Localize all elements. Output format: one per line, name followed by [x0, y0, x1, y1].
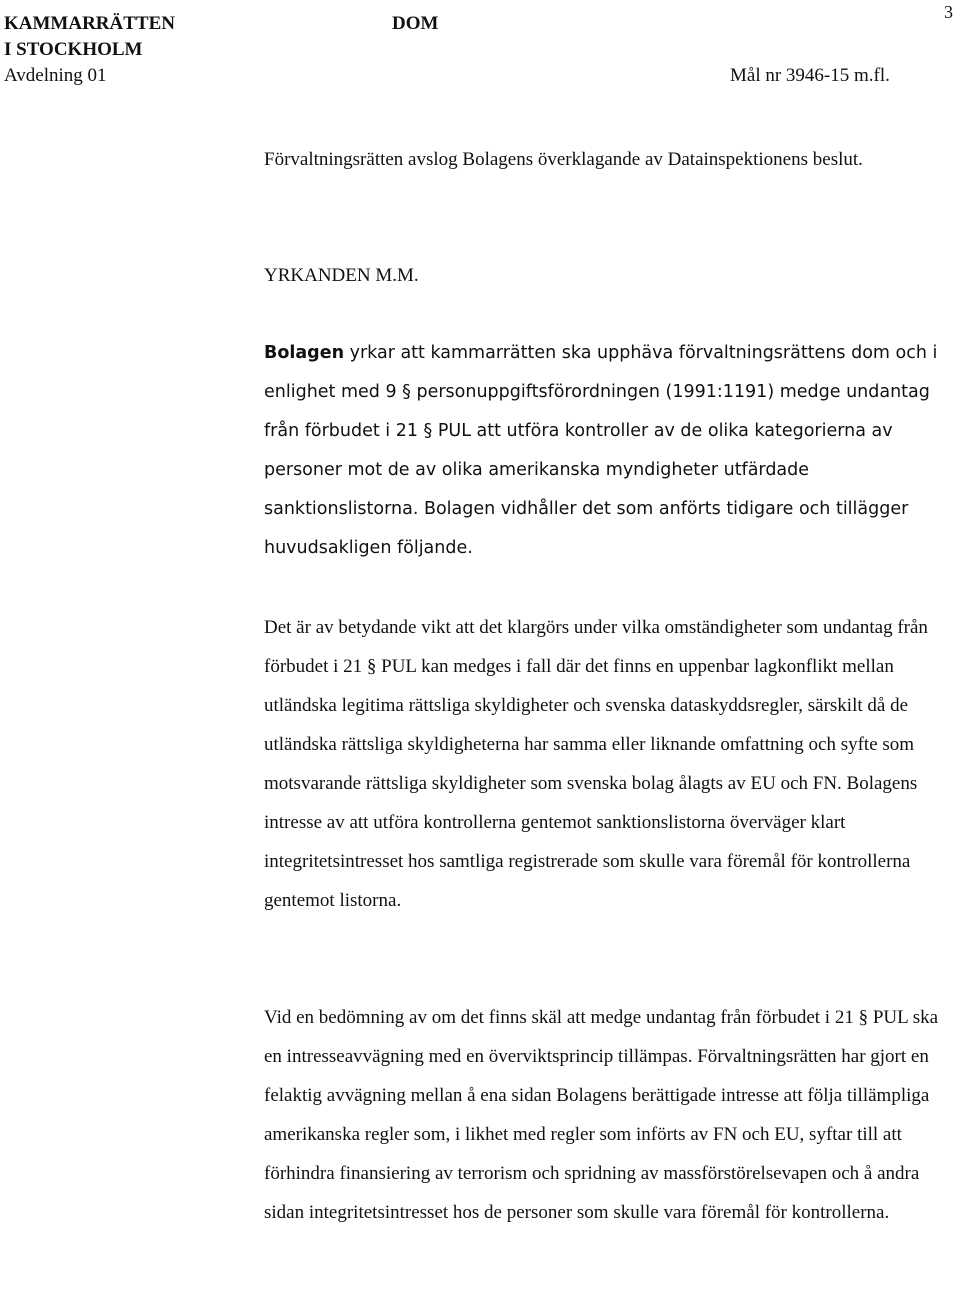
- division-label: Avdelning 01: [4, 65, 107, 86]
- argument-paragraph-2: Vid en bedömning av om det finns skäl att medge undantag från förbudet i 21 § PUL ska en intresseavvägning med en överviktsprincip tillämpas. Förvaltningsrätten har gjort en felaktig avvägning mellan å ena sidan Bolagens berättigade intresse att följa tillämpliga amerikanska regler som, i likhet med regler som införts av FN och EU, syftar till att förhindra finansiering av terrorism och spridning av massförstörelsevapen och å andra sidan integritetsintresset hos de personer som skulle vara föremål för kontrollerna.: [264, 1007, 939, 1223]
- court-name-line-2: I STOCKHOLM: [4, 39, 143, 60]
- claim-text: yrkar att kammarrätten ska upphäva förvaltningsrättens dom och i enlighet med 9 § personuppgiftsförordningen (1991:1191) medge undantag från förbudet i 21 § PUL att utföra kontroller av de olika kategorierna av personer mot de av olika amerikanska myndigheter utfärdade sanktionslistorna. Bolagen vidhåller det som anförts tidigare och tillägger huvudsakligen följande.: [264, 343, 938, 558]
- intro-paragraph: Förvaltningsrätten avslog Bolagens överklagande av Datainspektionens beslut.: [264, 149, 863, 170]
- claim-paragraph: [264, 334, 954, 568]
- section-heading: YRKANDEN M.M.: [264, 265, 419, 286]
- claim-lead-term: Bolagen: [264, 343, 345, 363]
- document-type: DOM: [392, 13, 439, 34]
- page-number: 3: [944, 2, 953, 22]
- court-name-line-1: KAMMARRÄTTEN: [4, 13, 175, 34]
- argument-paragraph-1: Det är av betydande vikt att det klargörs under vilka omständigheter som undantag från förbudet i 21 § PUL kan medges i fall där det finns en uppenbar lagkonflikt mellan utländska legitima rättsliga skyldigheter och svenska dataskyddsregler, särskilt då de utländska rättsliga skyldigheterna har samma eller liknande omfattning och syfte som motsvarande rättsliga skyldigheter som svenska bolag ålagts av EU och FN. Bolagens intresse av att utföra kontrollerna gentemot sanktionslistorna överväger klart integritetsintresset hos samtliga registrerade som skulle vara föremål för kontrollerna gentemot listorna.: [264, 617, 928, 911]
- case-number: Mål nr 3946-15 m.fl.: [730, 65, 890, 86]
